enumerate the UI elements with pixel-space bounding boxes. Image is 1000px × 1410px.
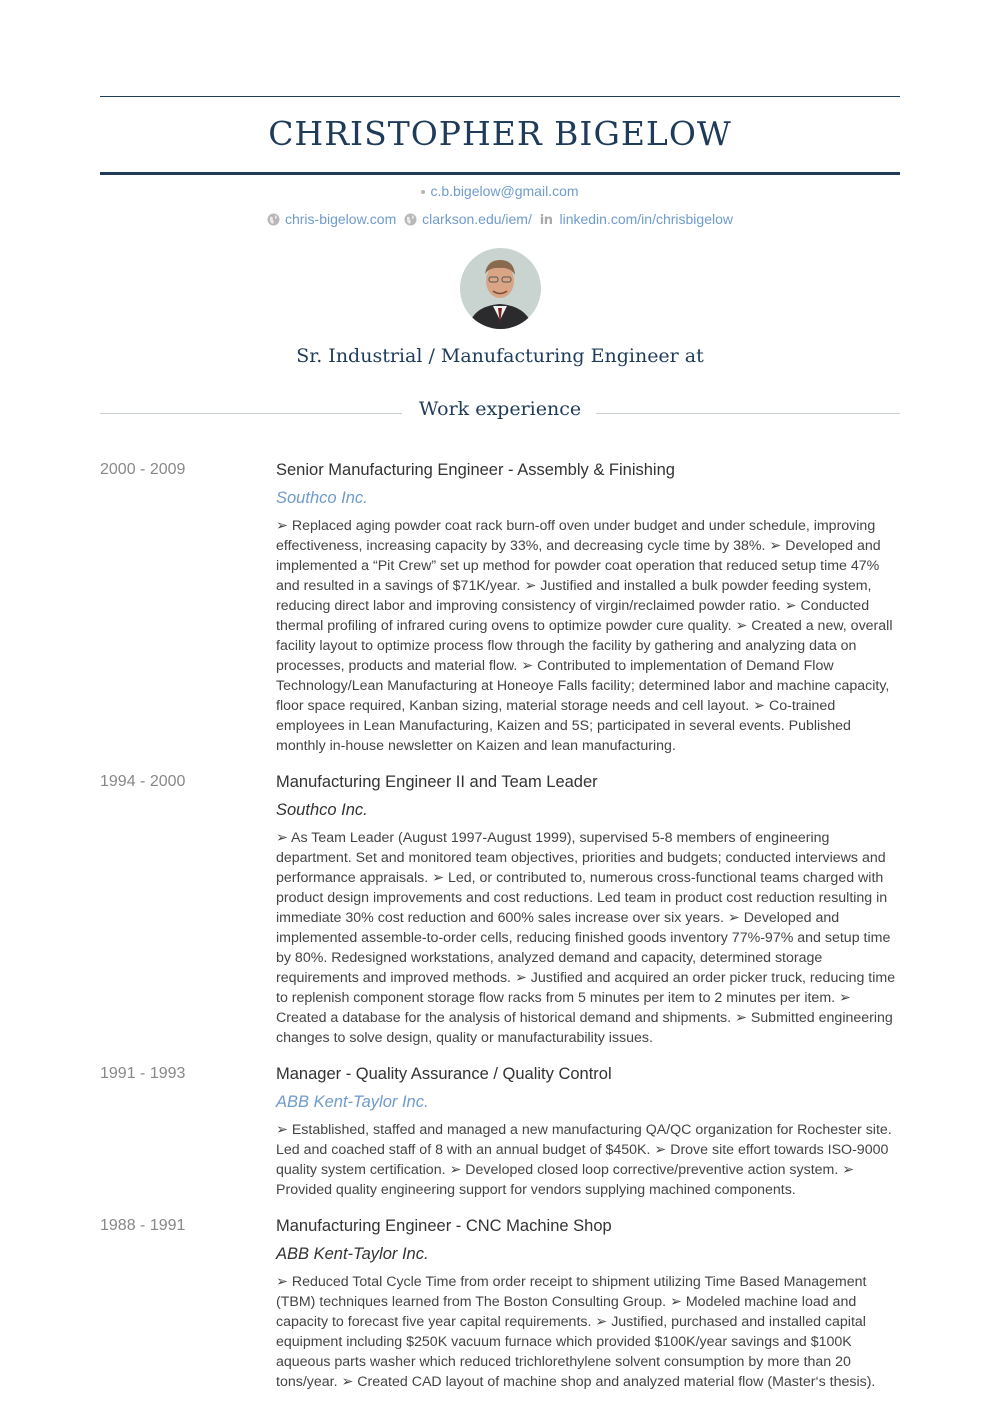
job-title: Senior Manufacturing Engineer - Assembly & Finishing [276, 461, 675, 479]
company-link[interactable]: Southco Inc. [276, 489, 368, 507]
job-description: ➢ Reduced Total Cycle Time from order receipt to shipment utilizing Time Based Management (TBM) techniques learned from The Boston Consulting Group. ➢ Modeled machine load and capacity to forecast five year capital requirements. ➢ Justified, purchased and installed capital equipment including $250K vacuum furnace which provided $100K/year savings and $100K aqueous parts washer which reduced trichlorethylene solvent consumption by more than 20 tons/year. ➢ Created CAD layout of machine shop and analyzed material flow (Master‘s thesis). [276, 1274, 876, 1390]
job-dates: 2000 - 2009 [100, 461, 186, 478]
company-name: ABB Kent-Taylor Inc. [276, 1245, 429, 1263]
job-dates: 1994 - 2000 [100, 773, 186, 790]
headline: Sr. Industrial / Manufacturing Engineer at [296, 345, 704, 367]
job-description: ➢ As Team Leader (August 1997-August 1999), supervised 5-8 members of engineering department. Set and monitored team objectives, priorities and budgets; conducted interviews and performance appraisals. ➢ Led, or contributed to, numerous cross-functional teams charged with product design improvements and cost reductions. Led team in product cost reduction resulting in immediate 30% cost reduction and 600% sales increase over six years. ➢ Developed and implemented assemble-to-order cells, reducing finished goods inventory 77%-97% and setup time by 80%. Redesigned workstations, analyzed demand and capacity, determined storage requirements and improved methods. ➢ Justified and acquired an order picker truck, reducing time to replenish component storage flow racks from 5 minutes per item to 2 minutes per item. ➢ Created a database for the analysis of historical demand and shipments. ➢ Submitted engineering changes to solve design, quality or manufacturability issues. [276, 830, 896, 1046]
job-description: ➢ Established, staffed and managed a new manufacturing QA/QC organization for Rochester site. Led and coached staff of 8 with an annual budget of $450K. ➢ Drove site effort towards ISO-9000 quality system certification. ➢ Developed closed loop corrective/preventive action system. ➢ Provided quality engineering support for vendors supplying machined components. [276, 1122, 892, 1198]
job-title: Manufacturing Engineer II and Team Leader [276, 773, 598, 791]
globe-icon [404, 211, 417, 231]
linkedin-icon: in [539, 213, 553, 228]
job-dates: 1988 - 1991 [100, 1217, 186, 1234]
company-link[interactable]: ABB Kent-Taylor Inc. [276, 1093, 429, 1111]
university-link[interactable]: clarkson.edu/iem/ [422, 211, 532, 227]
globe-icon [267, 211, 280, 231]
name-divider [100, 172, 900, 175]
linkedin-link[interactable]: linkedin.com/in/chrisbigelow [559, 211, 733, 227]
job-description: ➢ Replaced aging powder coat rack burn-off oven under budget and under schedule, improving effectiveness, increasing capacity by 33%, and decreasing cycle time by 38%. ➢ Developed and implemented a “Pit Crew” set up method for powder coat operation that reduced setup time 47% and resulted in a savings of $71K/year. ➢ Justified and installed a bulk powder feeding system, reducing direct labor and improving consistency of virgin/reclaimed powder ratio. ➢ Conducted thermal profiling of infrared curing ovens to optimize powder cure quality. ➢ Created a new, overall facility layout to optimize process flow through the facility by gathering and analyzing data on processes, products and material flow. ➢ Contributed to implementation of Demand Flow Technology/Lean Manufacturing at Honeoye Falls facility; determined labor and machine capacity, floor space required, Kanban sizing, material storage needs and cell layout. ➢ Co-trained employees in Lean Manufacturing, Kaizen and 5S; participated in several events. Published monthly in-house newsletter on Kaizen and lean manufacturing. [276, 518, 893, 754]
links-row [100, 209, 900, 231]
job-dates: 1991 - 1993 [100, 1065, 186, 1082]
job-title: Manufacturing Engineer - CNC Machine Shop [276, 1217, 612, 1235]
work-experience-heading [100, 395, 900, 425]
email-row [100, 181, 900, 201]
top-divider [100, 96, 900, 97]
candidate-name: CHRISTOPHER BIGELOW [268, 114, 732, 153]
bullet-dot-icon [421, 190, 425, 194]
website-link[interactable]: chris-bigelow.com [284, 211, 397, 227]
email-link[interactable]: c.b.bigelow@gmail.com [430, 183, 579, 199]
section-title: Work experience [418, 398, 582, 420]
job-title: Manager - Quality Assurance / Quality Control [276, 1065, 612, 1083]
avatar [460, 248, 541, 329]
company-name: Southco Inc. [276, 801, 368, 819]
